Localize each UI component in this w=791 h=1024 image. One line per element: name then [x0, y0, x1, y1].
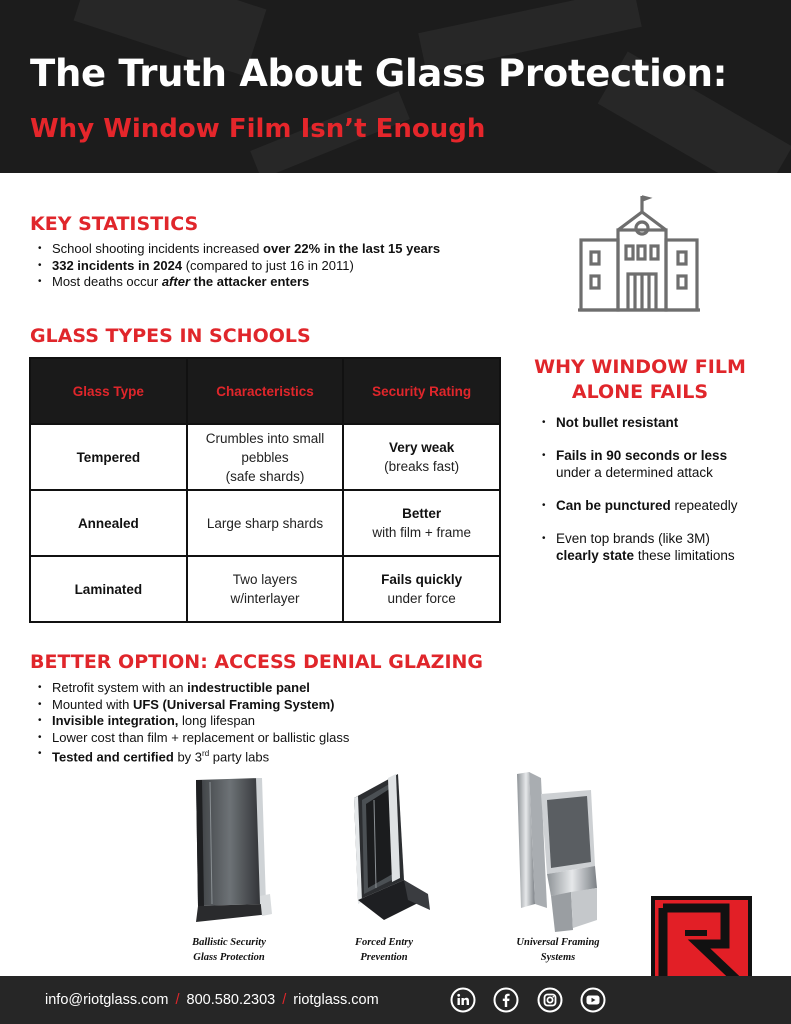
column-header: Security Rating	[343, 358, 500, 424]
website-link[interactable]: riotglass.com	[293, 992, 379, 1008]
characteristics-cell: Crumbles into small pebbles (safe shards)	[187, 424, 344, 490]
product-caption: Ballistic Security Glass Protection	[192, 937, 266, 963]
forced-entry-frame-image	[348, 770, 436, 926]
instagram-icon[interactable]	[537, 987, 563, 1013]
ballistic-glass-panel-image	[190, 776, 275, 928]
list-item: • Fails in 90 seconds or less under a determined attack	[536, 447, 738, 481]
why-film-fails-list	[536, 414, 738, 580]
characteristics-cell: Large sharp shards	[187, 490, 344, 556]
school-building-icon	[578, 192, 700, 314]
page-subtitle: Why Window Film Isn’t Enough	[30, 114, 486, 144]
better-option-heading: BETTER OPTION: ACCESS DENIAL GLAZING	[30, 651, 484, 673]
key-statistics-heading: KEY STATISTICS	[30, 213, 199, 235]
email-link[interactable]: info@riotglass.com	[45, 992, 169, 1008]
glass-types-heading: GLASS TYPES IN SCHOOLS	[30, 325, 311, 347]
footer-contact	[45, 992, 379, 1008]
header-banner	[0, 0, 791, 173]
list-item: • Lower cost than film + replacement or ballistic glass	[32, 730, 349, 747]
page-title: The Truth About Glass Protection:	[30, 52, 728, 95]
list-item: • Can be punctured repeatedly	[536, 497, 738, 514]
list-item: • School shooting incidents increased over 22% in the last 15 years	[32, 241, 440, 258]
footer	[0, 976, 791, 1024]
product-caption: Universal Framing Systems	[516, 937, 600, 963]
table-header-row	[30, 358, 500, 424]
characteristics-cell: Two layers w/interlayer	[187, 556, 344, 622]
security-rating-cell: Very weak (breaks fast)	[343, 424, 500, 490]
separator: /	[175, 992, 180, 1008]
glass-type-cell: Tempered	[30, 424, 187, 490]
logo-mark	[655, 900, 748, 985]
phone-link[interactable]: 800.580.2303	[186, 992, 276, 1008]
list-item: • Tested and certified by 3rd party labs	[32, 746, 349, 766]
list-item: • Retrofit system with an indestructible panel	[32, 680, 349, 697]
list-item: • Not bullet resistant	[536, 414, 738, 431]
security-rating-cell: Better with film + frame	[343, 490, 500, 556]
glass-type-cell: Annealed	[30, 490, 187, 556]
security-rating-cell: Fails quickly under force	[343, 556, 500, 622]
facebook-icon[interactable]	[493, 987, 519, 1013]
table-row	[30, 424, 500, 490]
glass-type-cell: Laminated	[30, 556, 187, 622]
list-item: • Invisible integration, long lifespan	[32, 713, 349, 730]
why-film-fails-heading: WHY WINDOW FILM ALONE FAILS	[534, 356, 746, 403]
better-option-list	[32, 680, 349, 766]
key-statistics-list	[32, 241, 440, 291]
list-item: • Most deaths occur after the attacker enters	[32, 274, 440, 291]
linkedin-icon[interactable]	[450, 987, 476, 1013]
youtube-icon[interactable]	[580, 987, 606, 1013]
column-header: Glass Type	[30, 358, 187, 424]
universal-framing-system-image	[511, 770, 603, 934]
product-caption: Forced Entry Prevention	[354, 937, 414, 963]
list-item: • Mounted with UFS (Universal Framing System)	[32, 697, 349, 714]
list-item: • 332 incidents in 2024 (compared to just 16 in 2011)	[32, 258, 440, 275]
table-row	[30, 490, 500, 556]
separator: /	[282, 992, 287, 1008]
table-row	[30, 556, 500, 622]
column-header: Characteristics	[187, 358, 344, 424]
list-item: • Even top brands (like 3M) clearly state these limitations	[536, 530, 738, 564]
glass-types-table	[29, 357, 501, 623]
